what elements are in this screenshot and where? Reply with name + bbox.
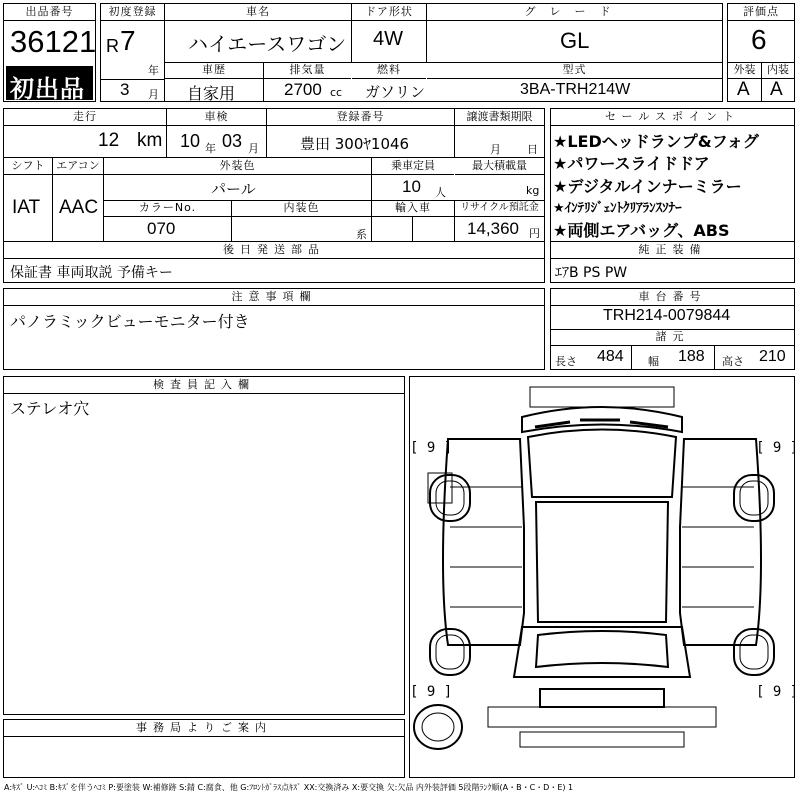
score-value: 6	[751, 24, 767, 55]
chassis-number: TRH214-0079844	[603, 307, 731, 324]
lot-number-box	[3, 3, 96, 102]
inspection-month-unit: 月	[248, 142, 259, 155]
max-load-unit: kg	[526, 184, 540, 197]
recycle-unit: 円	[529, 227, 540, 240]
recycle-value: 14,360	[467, 219, 519, 238]
legend-text: A:ｷｽﾞ U:ﾍｺﾐ B:ｷｽﾞを伴うﾍｺﾐ P:要塗装 W:補修跡 S:錆 C:腐食、他 G:ﾌﾛﾝﾄｶﾞﾗｽ点ｷｽﾞ XX:交換済み X:要交換 欠:欠品 内外装評価 5段階ﾗﾝｸ順(A・B・C・D・E) 1	[4, 783, 574, 792]
office-header: 事務局よりご案内	[4, 720, 404, 737]
displacement-value: 2700	[284, 80, 322, 99]
dims-width: 188	[678, 348, 705, 365]
inspector-value: ステレオ穴	[10, 399, 90, 418]
grade-header: グレード	[427, 4, 722, 21]
inspection-month: 03	[222, 131, 243, 151]
sales-points-header: セールスポイント	[551, 109, 794, 126]
color-no-value: 070	[147, 219, 176, 238]
reg-month: 3	[120, 80, 130, 99]
aircon-header: エアコン	[53, 158, 103, 175]
details-block	[3, 108, 545, 242]
transfer-month-unit: 月	[490, 143, 501, 156]
dims-height: 210	[759, 348, 786, 365]
grade-value: GL	[560, 28, 590, 53]
inspection-year-unit: 年	[205, 142, 216, 155]
transfer-day-unit: 日	[527, 143, 538, 156]
dims-length: 484	[597, 348, 624, 365]
ext-color-header: 外装色	[104, 158, 371, 175]
recycle-header: リサイクル預託金	[455, 200, 544, 217]
reg-year-unit: 年	[148, 64, 159, 77]
reg-number: 豊田 300ﾔ1046	[300, 135, 410, 153]
notes-value: パノラミックビューモニター付き	[10, 312, 250, 331]
sales-point-item: ★デジタルインナーミラー	[553, 177, 742, 196]
int-color-header: 内装色	[232, 200, 371, 217]
car-name-header: 車名	[165, 4, 351, 21]
std-equipment-value: ｴｱB PS PW	[555, 265, 628, 281]
fuel-value: ガソリン	[365, 83, 426, 101]
tire-mark-rear-right: [ 9 ]	[756, 684, 799, 700]
displacement-header: 排気量	[264, 62, 351, 79]
interior-grade-header: 内装	[762, 62, 794, 79]
tire-mark-rear-left: [ 9 ]	[410, 684, 453, 700]
history-value: 自家用	[187, 84, 236, 103]
door-type: 4W	[373, 28, 403, 50]
sales-point-item: ★ｲﾝﾃﾘｼﾞｪﾝﾄｸﾘｱﾗﾝｽｿﾅｰ	[553, 201, 682, 216]
max-load-header: 最大積載量	[455, 158, 544, 175]
car-body-diagram	[410, 377, 794, 777]
door-header: ドア形状	[352, 4, 426, 21]
color-no-header: カラーNo.	[104, 200, 231, 217]
capacity-unit: 人	[435, 186, 446, 199]
import-header: 輸入車	[372, 200, 454, 217]
capacity-header: 乗車定員	[372, 158, 454, 175]
reg-era: R	[106, 36, 119, 56]
inspector-box	[3, 376, 405, 715]
interior-grade: A	[770, 79, 783, 100]
lot-number: 36121	[10, 24, 97, 59]
model-code: 3BA-TRH214W	[520, 81, 631, 98]
reg-month-unit: 月	[148, 88, 159, 101]
chassis-header: 車台番号	[551, 289, 794, 306]
transfer-header: 譲渡書類期限	[455, 109, 544, 126]
mileage-header: 走行	[4, 109, 166, 126]
inspection-year: 10	[180, 131, 201, 151]
exterior-grade: A	[737, 79, 750, 100]
int-color-unit: 系	[356, 228, 367, 241]
first-listing-label: 初出品	[10, 75, 85, 103]
reg-year: 7	[120, 25, 136, 56]
tire-mark-front-right: [ 9 ]	[756, 440, 799, 456]
dims-header: 諸元	[551, 329, 794, 346]
aircon-value: AAC	[59, 197, 99, 218]
inspector-header: 検査員記入欄	[4, 377, 404, 394]
ext-color-value: パール	[211, 180, 256, 198]
reg-number-header: 登録番号	[267, 109, 454, 126]
car-name: ハイエースワゴン	[188, 32, 347, 56]
std-equipment-header: 純正装備	[551, 242, 794, 259]
model-header: 型式	[427, 62, 722, 79]
fuel-header: 燃料	[352, 62, 426, 79]
capacity-value: 10	[402, 177, 421, 196]
dims-width-label: 幅	[648, 355, 659, 368]
first-reg-header: 初度登録	[101, 4, 164, 21]
score-header: 評価点	[728, 4, 794, 21]
later-parts-value: 保証書 車両取説 予備キー	[10, 265, 173, 281]
displacement-unit: cc	[330, 86, 343, 99]
lot-number-header: 出品番号	[4, 4, 95, 21]
inspection-header: 車検	[167, 109, 266, 126]
mileage-unit: km	[137, 130, 163, 151]
sales-point-item: ★両側エアバッグ、ABS	[553, 221, 730, 240]
shift-header: シフト	[4, 158, 52, 175]
sales-point-item: ★LEDヘッドランプ&フォグ	[553, 132, 759, 151]
exterior-grade-header: 外装	[728, 62, 761, 79]
mileage-value: 12	[98, 130, 120, 151]
notes-header: 注意事項欄	[4, 289, 544, 306]
history-header: 車歴	[165, 62, 263, 79]
tire-mark-front-left: [ 9 ]	[410, 440, 453, 456]
dims-length-label: 長さ	[555, 355, 577, 368]
sales-point-item: ★パワースライドドア	[553, 154, 710, 173]
dims-height-label: 高さ	[722, 355, 744, 368]
shift-value: IAT	[12, 197, 41, 218]
later-parts-header: 後日発送部品	[4, 242, 544, 259]
